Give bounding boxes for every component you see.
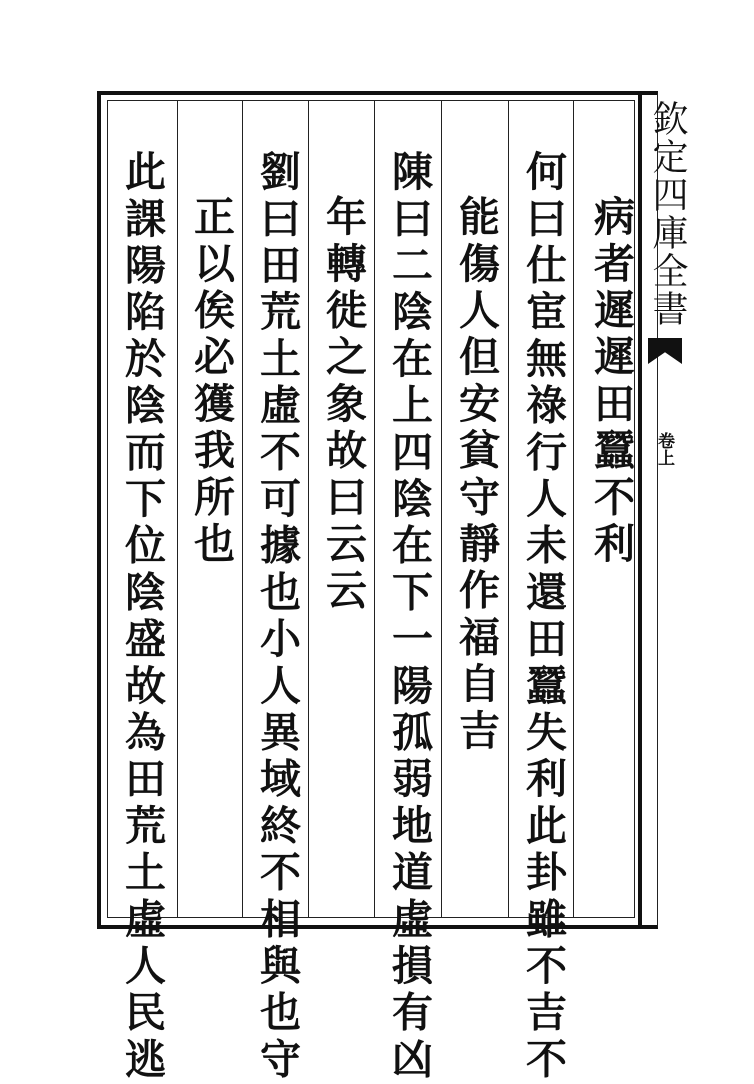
text-column-3: 能傷人但安貧守靜作福自吉 (452, 195, 500, 756)
book-title: 欽定四庫全書 (647, 100, 688, 328)
column-rule (508, 100, 509, 918)
column-rule (177, 100, 178, 918)
text-column-7: 正以俟必獲我所也 (187, 195, 235, 569)
column-rule (573, 100, 574, 918)
volume-label: 卷上 (654, 432, 674, 466)
column-rule (441, 100, 442, 918)
text-column-4: 陳曰二陰在上四陰在下一陽孤弱地道虛損有凶 (385, 150, 433, 1084)
column-rule (242, 100, 243, 918)
text-column-8: 此課陽陷於陰而下位陰盛故為田荒土虛人民逃 (118, 150, 166, 1084)
column-rule (308, 100, 309, 918)
text-column-5: 年轉徙之象故曰云云 (319, 195, 367, 616)
text-column-6: 劉曰田荒土虛不可據也小人異域終不相與也守 (253, 150, 301, 1084)
column-rule (374, 100, 375, 918)
text-column-2: 何曰仕宦無祿行人未還田蠶失利此卦雖不吉不 (519, 150, 567, 1084)
fishtail-mark (648, 338, 682, 364)
text-column-1: 病者遲遲田蠶不利 (587, 195, 635, 569)
